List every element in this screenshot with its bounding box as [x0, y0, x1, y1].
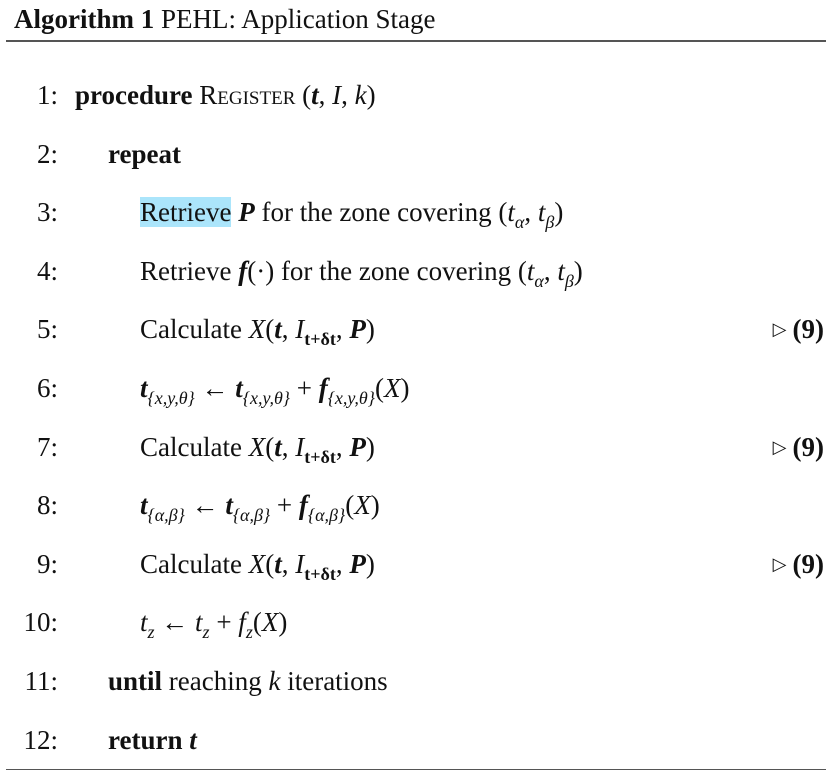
statement-token: X	[248, 431, 266, 462]
statement-token: I	[332, 80, 342, 110]
line-statement	[108, 725, 197, 756]
statement-token: P	[349, 548, 366, 579]
comment-triangle-icon: ▷	[772, 319, 787, 340]
statement-token: P	[238, 197, 255, 228]
statement-token: α	[534, 270, 544, 291]
statement-token: ,	[335, 314, 350, 345]
statement-token: repeat	[108, 138, 181, 169]
statement-token: t+δt	[304, 329, 336, 350]
equation-comment	[773, 549, 824, 580]
statement-token: t+δt	[304, 446, 336, 467]
statement-token: +	[270, 490, 299, 521]
statement-token: (	[374, 373, 384, 403]
statement-token: k	[354, 80, 367, 110]
statement-token: )	[554, 197, 564, 228]
statement-token: k	[268, 666, 281, 696]
algorithm-line	[0, 607, 832, 647]
equation-reference: (9)	[792, 548, 824, 579]
statement-token: reaching	[162, 666, 269, 696]
statement-token: f	[238, 607, 246, 638]
line-statement	[140, 490, 380, 526]
statement-token: (	[252, 607, 262, 638]
equation-reference: (9)	[792, 431, 824, 462]
statement-token: (	[295, 80, 312, 110]
algorithm-line	[0, 549, 832, 589]
statement-token: {x,y,θ}	[327, 388, 375, 408]
statement-token: +	[290, 373, 319, 403]
statement-token: I	[295, 431, 305, 462]
statement-token: )	[366, 80, 376, 110]
algorithm-caption	[14, 4, 435, 35]
statement-token: X	[383, 373, 401, 403]
line-number: 5:	[36, 314, 58, 345]
line-number: 7:	[36, 431, 58, 462]
statement-token: α	[514, 212, 525, 233]
statement-token: (	[345, 490, 355, 521]
comment-triangle-icon: ▷	[772, 553, 787, 574]
statement-token: t	[537, 197, 546, 228]
statement-token: return	[108, 724, 183, 755]
statement-token: )	[400, 373, 410, 403]
statement-token: β	[564, 270, 574, 291]
line-statement	[75, 80, 376, 111]
statement-token: ,	[543, 255, 558, 286]
statement-token: t	[140, 607, 148, 638]
statement-token: P	[349, 314, 366, 345]
statement-token: {α,β}	[147, 505, 185, 526]
line-number: 3:	[36, 197, 58, 228]
statement-token: X	[248, 548, 266, 579]
line-number: 4:	[36, 255, 58, 286]
top-rule	[6, 40, 826, 42]
statement-token: ,	[281, 314, 296, 345]
line-statement	[140, 607, 287, 643]
statement-token: X	[248, 314, 266, 345]
line-statement	[108, 666, 388, 697]
line-statement	[140, 432, 375, 468]
statement-token: procedure	[75, 80, 193, 110]
line-number: 8:	[36, 490, 58, 521]
algorithm-title: PEHL: Application Stage	[160, 4, 436, 34]
statement-token: t	[526, 255, 535, 286]
line-number: 11:	[24, 666, 58, 696]
equation-comment	[773, 314, 824, 345]
statement-token: Retrieve	[140, 255, 239, 286]
bottom-rule	[6, 769, 826, 770]
statement-token: z	[147, 622, 155, 643]
equation-comment	[773, 432, 824, 463]
algorithm-line	[0, 139, 832, 179]
statement-token: t	[235, 373, 243, 403]
algorithm-line	[0, 490, 832, 530]
algorithm-line	[0, 80, 832, 120]
line-statement	[140, 256, 583, 292]
line-statement	[108, 139, 181, 170]
statement-token: ,	[341, 80, 355, 110]
statement-token: β	[545, 212, 555, 233]
statement-token: t	[311, 80, 319, 110]
statement-token: P	[349, 431, 366, 462]
statement-token: for the zone covering (	[254, 197, 508, 228]
statement-token: t	[189, 724, 197, 755]
line-statement	[140, 314, 375, 350]
statement-token: {α,β}	[307, 505, 346, 526]
statement-token: t	[140, 373, 148, 403]
line-statement	[140, 549, 375, 585]
line-number: 2:	[36, 138, 58, 169]
statement-token: (·) for the zone covering (	[247, 255, 527, 286]
algorithm-line	[0, 197, 832, 237]
statement-token: ,	[335, 431, 350, 462]
statement-token: ,	[318, 80, 333, 110]
statement-token: ←	[154, 607, 196, 638]
line-number: 6:	[36, 373, 58, 403]
algorithm-line	[0, 725, 832, 765]
statement-token: X	[354, 490, 371, 521]
statement-token: f	[298, 490, 308, 521]
statement-token: (	[265, 314, 275, 345]
statement-token: {x,y,θ}	[147, 388, 195, 408]
statement-token: ,	[281, 431, 296, 462]
statement-token: t	[274, 548, 282, 579]
statement-token: )	[365, 548, 375, 579]
statement-token: t	[225, 490, 233, 521]
equation-reference: (9)	[792, 314, 824, 345]
algorithm-line	[0, 373, 832, 413]
line-number: 12:	[23, 724, 58, 755]
statement-token: +	[209, 607, 239, 638]
algorithm-line	[0, 314, 832, 354]
line-number: 10:	[23, 607, 58, 638]
statement-token: )	[365, 431, 375, 462]
statement-token: t+δt	[304, 563, 336, 584]
statement-token: ,	[281, 548, 296, 579]
statement-token: I	[295, 314, 305, 345]
statement-token: iterations	[280, 666, 388, 696]
statement-token: )	[370, 490, 380, 521]
statement-token: I	[295, 548, 305, 579]
algorithm-label: Algorithm 1	[14, 4, 155, 34]
line-number: 9:	[36, 548, 58, 579]
statement-token: t	[557, 255, 565, 286]
statement-token: Register	[199, 80, 296, 110]
statement-token: until	[108, 666, 163, 696]
statement-token: (	[265, 431, 275, 462]
statement-token: )	[278, 607, 288, 638]
line-number: 1:	[36, 80, 58, 110]
statement-token: Calculate	[140, 314, 249, 345]
statement-token: ,	[335, 548, 350, 579]
statement-token: )	[365, 314, 375, 345]
statement-token: {α,β}	[232, 505, 271, 526]
algorithm-line	[0, 256, 832, 296]
statement-token: z	[245, 622, 253, 643]
statement-token: )	[573, 255, 583, 286]
algorithm-line	[0, 666, 832, 706]
statement-token: Calculate	[140, 548, 249, 579]
statement-token: {x,y,θ}	[242, 388, 290, 408]
statement-token: t	[274, 431, 282, 462]
statement-token: f	[238, 255, 248, 286]
statement-token: t	[140, 490, 148, 521]
statement-token: z	[202, 622, 210, 643]
statement-token: t	[274, 314, 282, 345]
statement-token: ←	[194, 373, 236, 403]
statement-token: X	[261, 607, 279, 638]
highlighted-text: Retrieve	[140, 197, 232, 228]
algorithm-line	[0, 432, 832, 472]
statement-token: ,	[524, 197, 538, 228]
statement-token: f	[318, 373, 328, 403]
statement-token: t	[195, 607, 203, 638]
line-statement	[140, 197, 563, 233]
statement-token: Calculate	[140, 431, 249, 462]
statement-token: (	[265, 548, 275, 579]
statement-token: ←	[184, 490, 226, 521]
statement-token: t	[507, 197, 515, 228]
line-statement	[140, 373, 409, 409]
comment-triangle-icon: ▷	[772, 436, 787, 457]
